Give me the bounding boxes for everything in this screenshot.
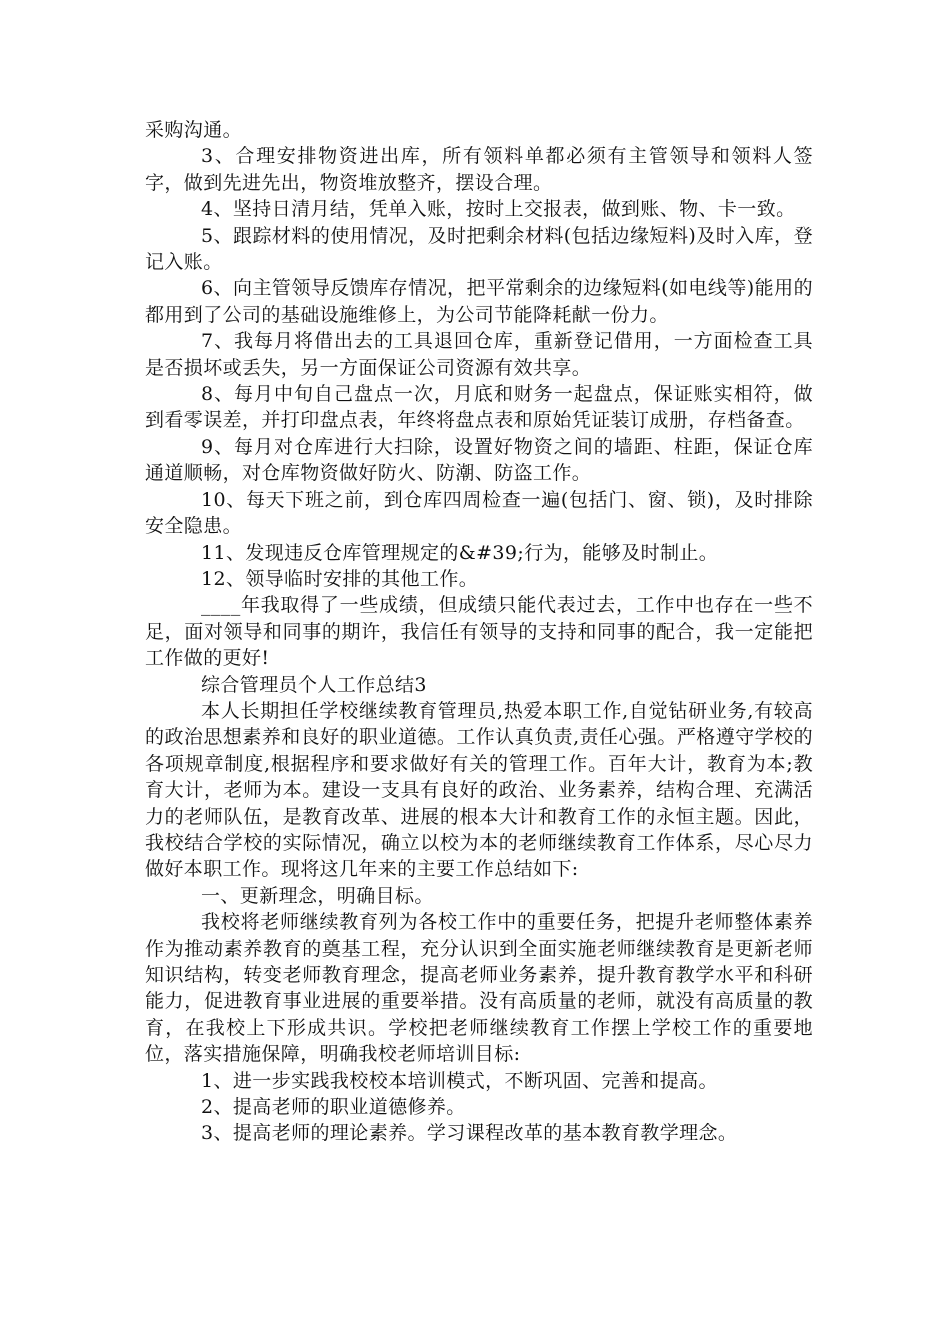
paragraph-item-6: 6、向主管领导反馈库存情况，把平常剩余的边缘短料(如电线等)能用的都用到了公司的基础设施维修上，为公司节能降耗献一份力。 [145,277,813,326]
document-body [145,117,813,1147]
paragraph-item-9: 9、每月对仓库进行大扫除，设置好物资之间的墙距、柱距，保证仓库通道顺畅，对仓库物资做好防火、防潮、防盗工作。 [145,435,813,485]
paragraph-0: 采购沟通。 [145,119,243,141]
paragraph-item-7: 7、我每月将借出去的工具退回仓库，重新登记借用，一方面检查工具是否损坏或丢失，另一方面保证公司资源有效共享。 [145,330,813,379]
paragraph-item-12: 12、领导临时安排的其他工作。 [201,567,479,590]
section-heading-1: 一、更新理念，明确目标。 [201,884,434,907]
paragraph-body: 我校将老师继续教育列为各校工作中的重要任务，把提升老师整体素养作为推动素养教育的奠基工程，充分认识到全面实施老师继续教育是更新老师知识结构，转变老师教育理念，提高老师业务素养，提升教育教学水平和科研能力，促进教育事业进展的重要举措。没有高质量的老师，就没有高质量的教育，在我校上下形成共识。学校把老师继续教育工作摆上学校工作的重要地位，落实措施保障，明确我校老师培训目标: [145,911,813,1066]
goal-item-1: 1、进一步实践我校校本培训模式，不断巩固、完善和提高。 [201,1069,718,1092]
paragraph-item-8: 8、每月中旬自己盘点一次，月底和财务一起盘点，保证账实相符，做到看零误差，并打印盘点表，年终将盘点表和原始凭证装订成册，存档备查。 [145,383,813,432]
section-title: 综合管理员个人工作总结3 [201,673,427,696]
paragraph-item-10: 10、每天下班之前，到仓库四周检查一遍(包括门、窗、锁)，及时排除安全隐患。 [145,488,813,538]
paragraph-item-4: 4、坚持日清月结，凭单入账，按时上交报表，做到账、物、卡一致。 [201,198,796,221]
paragraph-intro: 本人长期担任学校继续教育管理员,热爱本职工作,自觉钻研业务,有较高的政治思想素养和良好的职业道德。工作认真负责,责任心强。严格遵守学校的各项规章制度,根据程序和要求做好有关的管理工作。百年大计，教育为本;教育大计，老师为本。建设一支具有良好的政治、业务素养，结构合理、充满活力的老师队伍，是教育改革、进展的根本大计和教育工作的永恒主题。因此，我校结合学校的实际情况，确立以校为本的老师继续教育工作体系，尽心尽力做好本职工作。现将这几年来的主要工作总结如下: [145,699,813,881]
paragraph-item-3: 3、合理安排物资进出库，所有领料单都必须有主管领导和领料人签字，做到先进先出，物资堆放整齐，摆设合理。 [145,145,813,194]
paragraph-closing: ____年我取得了一些成绩，但成绩只能代表过去，工作中也存在一些不足，面对领导和同事的期许，我信任有领导的支持和同事的配合，我一定能把工作做的更好! [145,594,813,670]
goal-item-2: 2、提高老师的职业道德修养。 [201,1096,466,1119]
paragraph-item-11: 11、发现违反仓库管理规定的&#39;行为，能够及时制止。 [201,541,719,564]
goal-item-3: 3、提高老师的理论素养。学习课程改革的基本教育教学理念。 [201,1122,738,1145]
paragraph-item-5: 5、跟踪材料的使用情况，及时把剩余材料(包括边缘短料)及时入库，登记入账。 [145,224,813,274]
